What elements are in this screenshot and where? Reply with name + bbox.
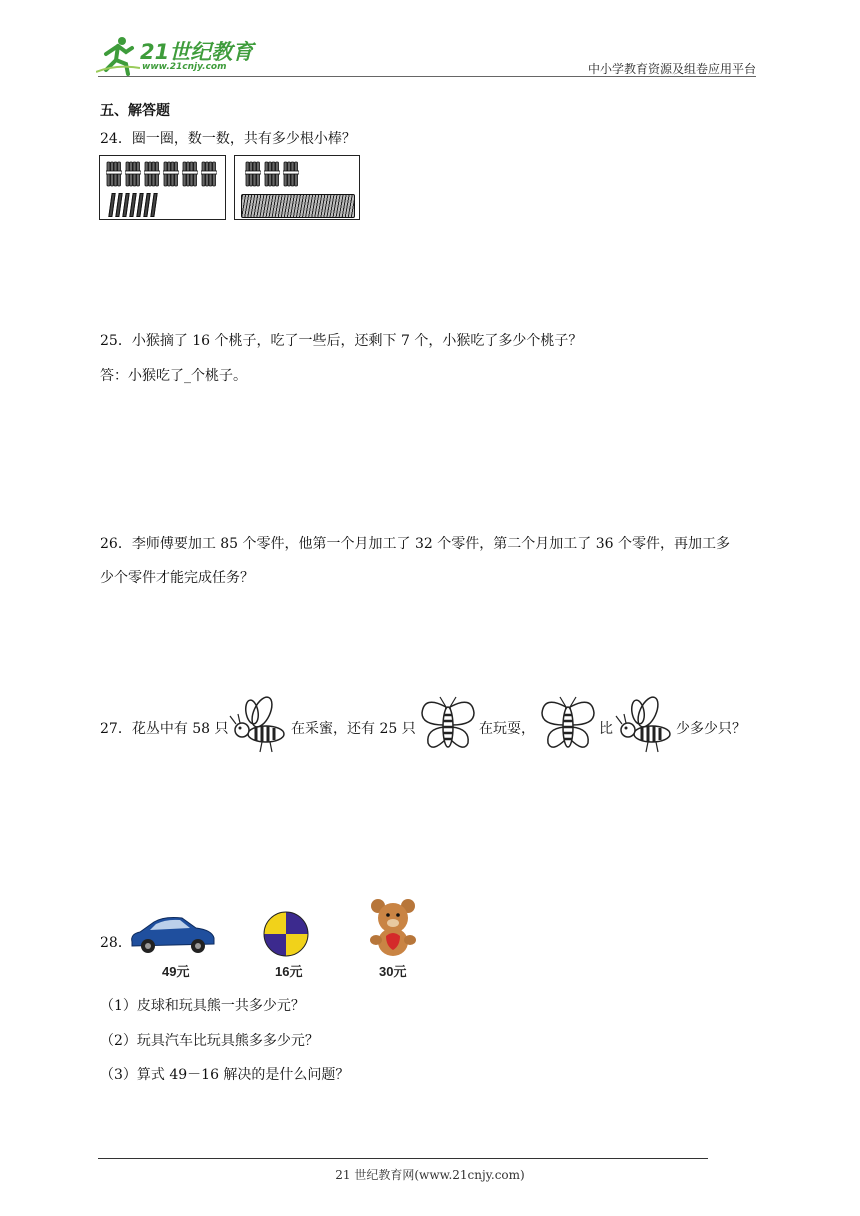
price-ball: 16元 xyxy=(275,964,303,979)
price-car: 49元 xyxy=(162,964,190,979)
stick-bundle-icon xyxy=(163,161,179,187)
loose-sticks-bundle xyxy=(241,194,355,218)
question-27-part4: 比 xyxy=(599,721,613,737)
section-title: 五、解答题 xyxy=(100,103,170,119)
question-27-part2: 在采蜜，还有 25 只 xyxy=(291,721,416,737)
question-28-sub2: （2）玩具汽车比玩具熊多多少元？ xyxy=(100,1033,319,1049)
stick-bundle-icon xyxy=(245,161,261,187)
stick-bundle-icon xyxy=(264,161,280,187)
footer-divider xyxy=(98,1158,708,1159)
stick-bundle-icon xyxy=(201,161,217,187)
stick-bundle-icon xyxy=(144,161,160,187)
question-26-line2: 少个零件才能完成任务？ xyxy=(100,570,254,586)
sticks-box-right xyxy=(234,155,360,220)
single-stick-icon xyxy=(129,193,136,217)
single-stick-icon xyxy=(143,193,150,217)
logo-url: www.21cnjy.com xyxy=(142,62,227,72)
question-28-sub1: （1）皮球和玩具熊一共多少元？ xyxy=(100,998,305,1014)
runner-logo-icon xyxy=(96,34,140,76)
question-27-part1: 27．花丛中有 58 只 xyxy=(100,721,229,737)
question-27-part3: 在玩耍， xyxy=(479,721,535,737)
answer-25: 答：小猴吃了_个桃子。 xyxy=(100,368,247,384)
bee-icon xyxy=(612,694,674,756)
single-stick-icon xyxy=(150,193,157,217)
sticks-box-left xyxy=(99,155,226,220)
question-24: 24．圈一圈，数一数，共有多少根小棒？ xyxy=(100,131,356,147)
single-stick-icon xyxy=(122,193,129,217)
question-27-part5: 少多少只？ xyxy=(676,721,746,737)
teddy-bear-icon xyxy=(368,898,418,958)
site-logo xyxy=(96,34,266,78)
question-26-line1: 26．李师傅要加工 85 个零件，他第一个月加工了 32 个零件，第二个月加工了 36 个零件，再加工多 xyxy=(100,536,730,552)
bee-icon xyxy=(226,694,288,756)
ball-icon xyxy=(262,910,310,958)
question-28-sub3: （3）算式 49－16 解决的是什么问题？ xyxy=(100,1067,350,1083)
stick-bundle-icon xyxy=(283,161,299,187)
footer-text: 21 世纪教育网(www.21cnjy.com) xyxy=(335,1168,525,1182)
stick-bundle-icon xyxy=(125,161,141,187)
toy-car-icon xyxy=(128,912,218,954)
header-platform-text: 中小学教育资源及组卷应用平台 xyxy=(587,62,756,76)
stick-bundle-icon xyxy=(106,161,122,187)
price-bear: 30元 xyxy=(379,964,407,979)
single-stick-icon xyxy=(108,193,115,217)
question-28-number: 28． xyxy=(100,935,132,951)
logo-text: 21世纪教育 xyxy=(140,40,254,64)
butterfly-icon xyxy=(418,695,478,757)
stick-bundle-icon xyxy=(182,161,198,187)
question-25: 25．小猴摘了 16 个桃子，吃了一些后，还剩下 7 个，小猴吃了多少个桃子？ xyxy=(100,333,583,349)
single-stick-icon xyxy=(115,193,122,217)
single-stick-icon xyxy=(136,193,143,217)
butterfly-icon xyxy=(538,695,598,757)
header-divider xyxy=(98,76,756,77)
